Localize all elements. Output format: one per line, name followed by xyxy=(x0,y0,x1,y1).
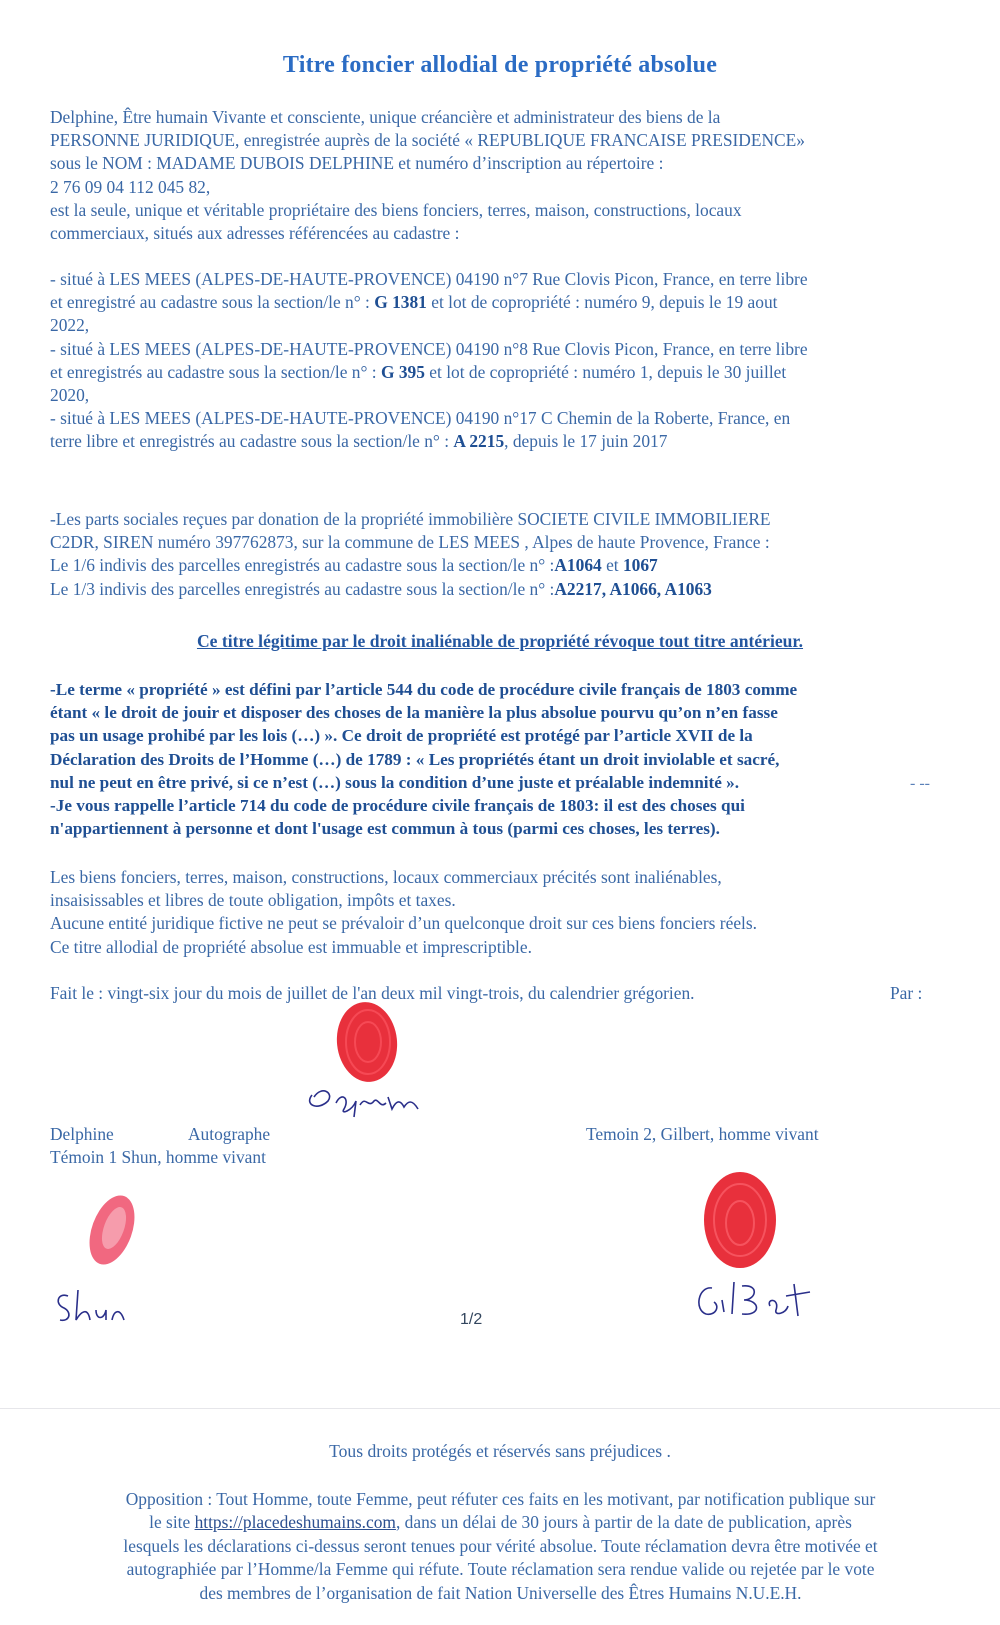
opposition-line: lesquels les déclarations ci-dessus seront tenues pour vérité absolue. Toute réclamation devra être motivée et xyxy=(123,1535,878,1556)
legal-line: n'appartiennent à personne et dont l'usage est commun à tous (parmi ces choses, les terres). xyxy=(50,819,720,839)
cadastre-ref: G 395 xyxy=(380,361,425,382)
intro-line: est la seule, unique et véritable propriétaire des biens fonciers, terres, maison, constructions, locaux xyxy=(50,199,742,220)
shares-line: Le 1/6 indivis des parcelles enregistrés au cadastre sous la section/le n° :A1064 et 1067 xyxy=(50,555,658,576)
status-paragraph xyxy=(50,866,950,959)
svg-text:Gilbert: Gilbert xyxy=(690,1326,693,1327)
legal-line: nul ne peut en être privé, si ce n’est (…) sous la condition d’une juste et préalable indemnité ». xyxy=(50,772,740,792)
signature-shun xyxy=(40,1286,150,1331)
intro-line: 2 76 09 04 112 045 82, xyxy=(50,176,211,197)
autograph-label: Autographe xyxy=(188,1124,271,1144)
page-number: 1/2 xyxy=(460,1311,483,1328)
footer-divider xyxy=(0,1408,1000,1409)
intro-line: PERSONNE JURIDIQUE, enregistrée auprès de la société « REPUBLIQUE FRANCAISE PRESIDENCE» xyxy=(50,130,805,151)
signature-delphine xyxy=(300,1075,440,1125)
property-line: - situé à LES MEES (ALPES-DE-HAUTE-PROVENCE) 04190 n°17 C Chemin de la Roberte, France, en xyxy=(50,408,791,429)
document-title: Titre foncier allodial de propriété absolue xyxy=(282,52,718,78)
opposition-line: Opposition : Tout Homme, toute Femme, peut réfuter ces faits en les motivant, par notification publique sur xyxy=(125,1489,876,1509)
legal-line: -Je vous rappelle l’article 714 du code de procédure civile français de 1803: il est des choses qui xyxy=(50,796,745,816)
property-line: - situé à LES MEES (ALPES-DE-HAUTE-PROVENCE) 04190 n°8 Rue Clovis Picon, France, en terre libre xyxy=(50,338,808,359)
witness-2-label: Temoin 2, Gilbert, homme vivant xyxy=(586,1124,819,1144)
shares-line: -Les parts sociales reçues par donation de la propriété immobilière SOCIETE CIVILE IMMOBILIERE xyxy=(50,509,771,529)
signing-date: Fait le : vingt-six jour du mois de juillet de l'an deux mil vingt-trois, du calendrier grégorien. xyxy=(50,983,695,1003)
intro-line: commerciaux, situés aux adresses référencées au cadastre : xyxy=(50,223,460,244)
property-list xyxy=(50,268,950,454)
witness-1-label: Témoin 1 Shun, homme vivant xyxy=(50,1147,266,1167)
shares-paragraph xyxy=(50,508,950,601)
opposition-line: le site https://placedeshumains.com, dans un délai de 30 jours à partir de la date de publication, après xyxy=(149,1512,852,1533)
cadastre-ref: A 2215 xyxy=(453,431,505,452)
signature-gilbert xyxy=(690,1278,840,1328)
intro-paragraph xyxy=(50,106,950,245)
opposition-line: autographiée par l’Homme/la Femme qui réfute. Toute réclamation sera rendue valide ou rejetée par le vote xyxy=(126,1559,875,1580)
legal-line: Déclaration des Droits de l’Homme (…) de 1789 : « Les propriétés étant un droit inviolable et sacré, xyxy=(50,749,780,769)
svg-text:Shun: Shun xyxy=(40,1330,43,1331)
cadastre-ref: G 1381 xyxy=(374,292,427,313)
status-line: Les biens fonciers, terres, maison, constructions, locaux commerciaux précités sont inaliénables, xyxy=(50,867,722,887)
intro-line: Delphine, Être humain Vivante et consciente, unique créancière et administrateur des biens de la xyxy=(50,107,721,127)
fingerprint-shun xyxy=(72,1180,152,1290)
property-line: et enregistrés au cadastre sous la section/le n° : G 395 et lot de copropriété : numéro 1, depuis le 30 juillet xyxy=(50,361,787,382)
rights-reserved: Tous droits protégés et réservés sans préjudices . xyxy=(329,1441,671,1461)
shares-line: C2DR, SIREN numéro 397762873, sur la commune de LES MEES , Alpes de haute Provence, France : xyxy=(50,532,770,553)
property-line: terre libre et enregistrés au cadastre sous la section/le n° : A 2215, depuis le 17 juin 2017 xyxy=(50,431,668,452)
signed-by-label: Par : xyxy=(890,983,923,1003)
opposition-link[interactable]: https://placedeshumains.com xyxy=(194,1512,396,1533)
signer-name: Delphine xyxy=(50,1124,114,1144)
legal-basis xyxy=(50,678,955,840)
margin-dash: - -- xyxy=(910,775,930,792)
property-line: - situé à LES MEES (ALPES-DE-HAUTE-PROVENCE) 04190 n°7 Rue Clovis Picon, France, en terre libre xyxy=(50,269,808,289)
legal-line: -Le terme « propriété » est défini par l’article 544 du code de procédure civile français de 1803 comme xyxy=(50,680,798,699)
fingerprint-gilbert xyxy=(690,1165,790,1285)
legal-line: pas un usage prohibé par les lois (…) ». Ce droit de propriété est protégé par l’article XVII de la xyxy=(50,726,753,746)
status-line: Ce titre allodial de propriété absolue est immuable et imprescriptible. xyxy=(50,936,532,957)
revocation-heading: Ce titre légitime par le droit inaliénable de propriété révoque tout titre antérieur. xyxy=(196,631,804,651)
status-line: insaisissables et libres de toute obligation, impôts et taxes. xyxy=(50,890,456,911)
opposition-line: des membres de l’organisation de fait Nation Universelle des Êtres Humains N.U.E.H. xyxy=(199,1582,802,1603)
property-line: 2020, xyxy=(50,385,90,406)
shares-line: Le 1/3 indivis des parcelles enregistrés au cadastre sous la section/le n° :A2217, A1066, A1063 xyxy=(50,578,712,599)
status-line: Aucune entité juridique fictive ne peut se prévaloir d’un quelconque droit sur ces biens fonciers réels. xyxy=(50,913,757,934)
property-line: et enregistré au cadastre sous la section/le n° : G 1381 et lot de copropriété : numéro 9, depuis le 19 aout xyxy=(50,292,778,313)
svg-text:Delphine: Delphine xyxy=(300,1123,304,1124)
property-line: 2022, xyxy=(50,315,90,336)
opposition-notice xyxy=(48,1488,953,1605)
legal-line: étant « le droit de jouir et disposer des choses de la manière la plus absolue pourvu qu’on n’en fasse xyxy=(50,703,778,723)
intro-line: sous le NOM : MADAME DUBOIS DELPHINE et numéro d’inscription au répertoire : xyxy=(50,153,664,174)
